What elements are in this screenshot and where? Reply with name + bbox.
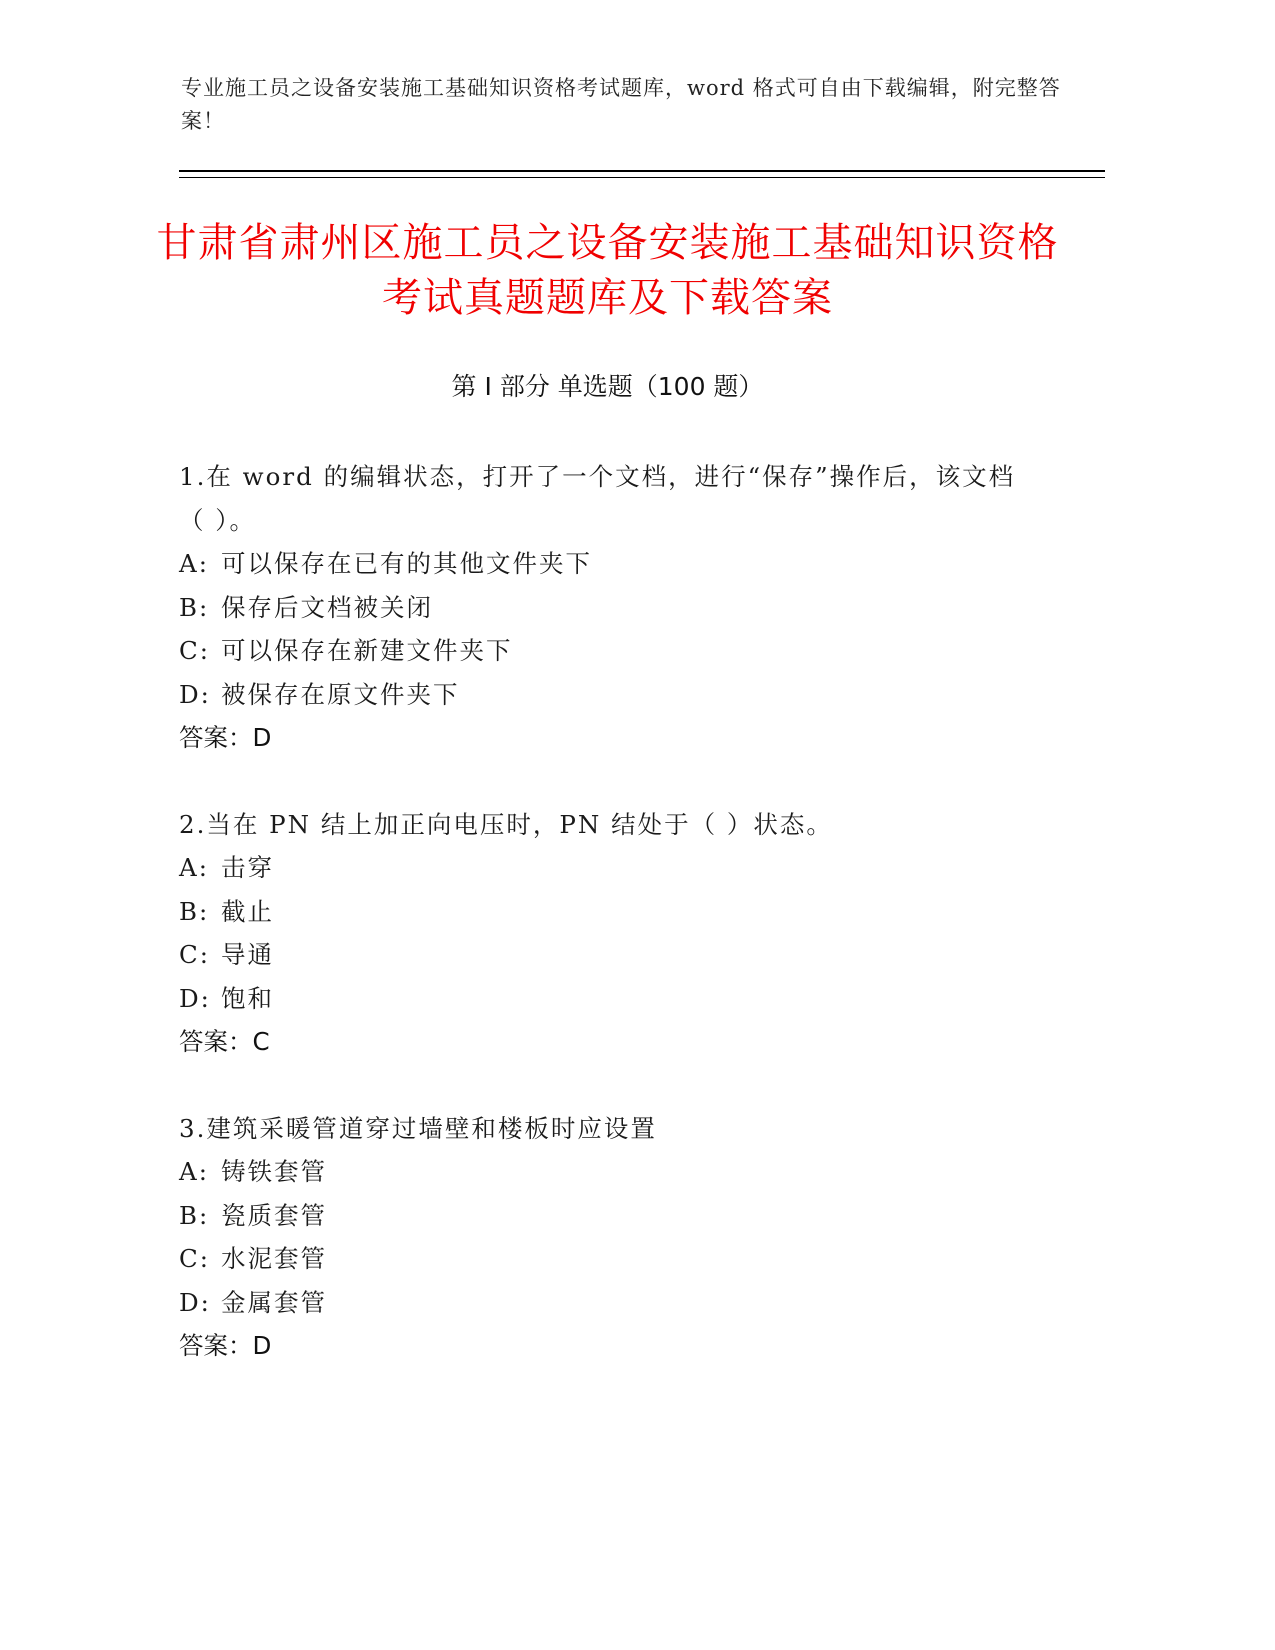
answer-line: 答案：C — [179, 1027, 270, 1056]
question-text: 1.在 word 的编辑状态，打开了一个文档，进行“保存”操作后，该文档（ ）。 — [179, 462, 1016, 535]
option-text: 可以保存在新建文件夹下 — [221, 636, 513, 665]
option-key: B: — [179, 896, 210, 926]
option-key: A: — [179, 853, 209, 882]
option-b — [179, 1194, 1039, 1238]
question-2 — [179, 803, 1039, 1064]
option-text: 截止 — [221, 896, 274, 926]
option-c — [179, 1237, 1039, 1281]
answer-line: 答案：D — [179, 1331, 272, 1360]
document-title: 甘肃省肃州区施工员之设备安装施工基础知识资格考试真题题库及下载答案 — [156, 220, 1059, 321]
option-b — [179, 890, 1039, 934]
option-text: 铸铁套管 — [221, 1157, 327, 1186]
option-text: 可以保存在已有的其他文件夹下 — [221, 549, 592, 578]
option-c — [179, 933, 1039, 977]
question-text: 2.当在 PN 结上加正向电压时，PN 结处于（ ）状态。 — [179, 809, 833, 839]
option-d — [179, 977, 1039, 1021]
header-note: 专业施工员之设备安装施工基础知识资格考试题库，word 格式可自由下载编辑，附完整答案！ — [181, 76, 1061, 133]
option-key: D: — [179, 983, 211, 1013]
option-key: D: — [179, 1287, 211, 1317]
option-c — [179, 629, 1039, 673]
option-text: 导通 — [221, 940, 274, 969]
section-title: 第 I 部分 单选题（100 题） — [451, 372, 764, 401]
option-key: C: — [179, 636, 211, 665]
option-text: 瓷质套管 — [221, 1200, 327, 1230]
option-text: 被保存在原文件夹下 — [221, 679, 460, 709]
option-key: B: — [179, 592, 210, 622]
option-a — [179, 1150, 1039, 1194]
question-text: 3.建筑采暖管道穿过墙壁和楼板时应设置 — [179, 1113, 657, 1143]
option-text: 保存后文档被关闭 — [221, 592, 433, 622]
option-a — [179, 542, 1039, 586]
option-key: A: — [179, 1157, 209, 1186]
option-key: D: — [179, 679, 211, 709]
header-rule-thin — [179, 177, 1105, 178]
option-key: A: — [179, 549, 209, 578]
question-3 — [179, 1107, 1039, 1368]
question-1 — [179, 455, 1039, 760]
option-key: C: — [179, 1244, 211, 1273]
answer-line: 答案：D — [179, 723, 272, 752]
option-text: 金属套管 — [221, 1287, 327, 1317]
header-rule-thick — [179, 170, 1105, 172]
option-text: 水泥套管 — [221, 1244, 327, 1273]
option-a — [179, 846, 1039, 890]
option-text: 饱和 — [221, 983, 274, 1013]
option-b — [179, 586, 1039, 630]
question-list — [179, 455, 1039, 1411]
option-d — [179, 673, 1039, 717]
option-d — [179, 1281, 1039, 1325]
option-key: C: — [179, 940, 211, 969]
option-text: 击穿 — [221, 853, 274, 882]
option-key: B: — [179, 1200, 210, 1230]
